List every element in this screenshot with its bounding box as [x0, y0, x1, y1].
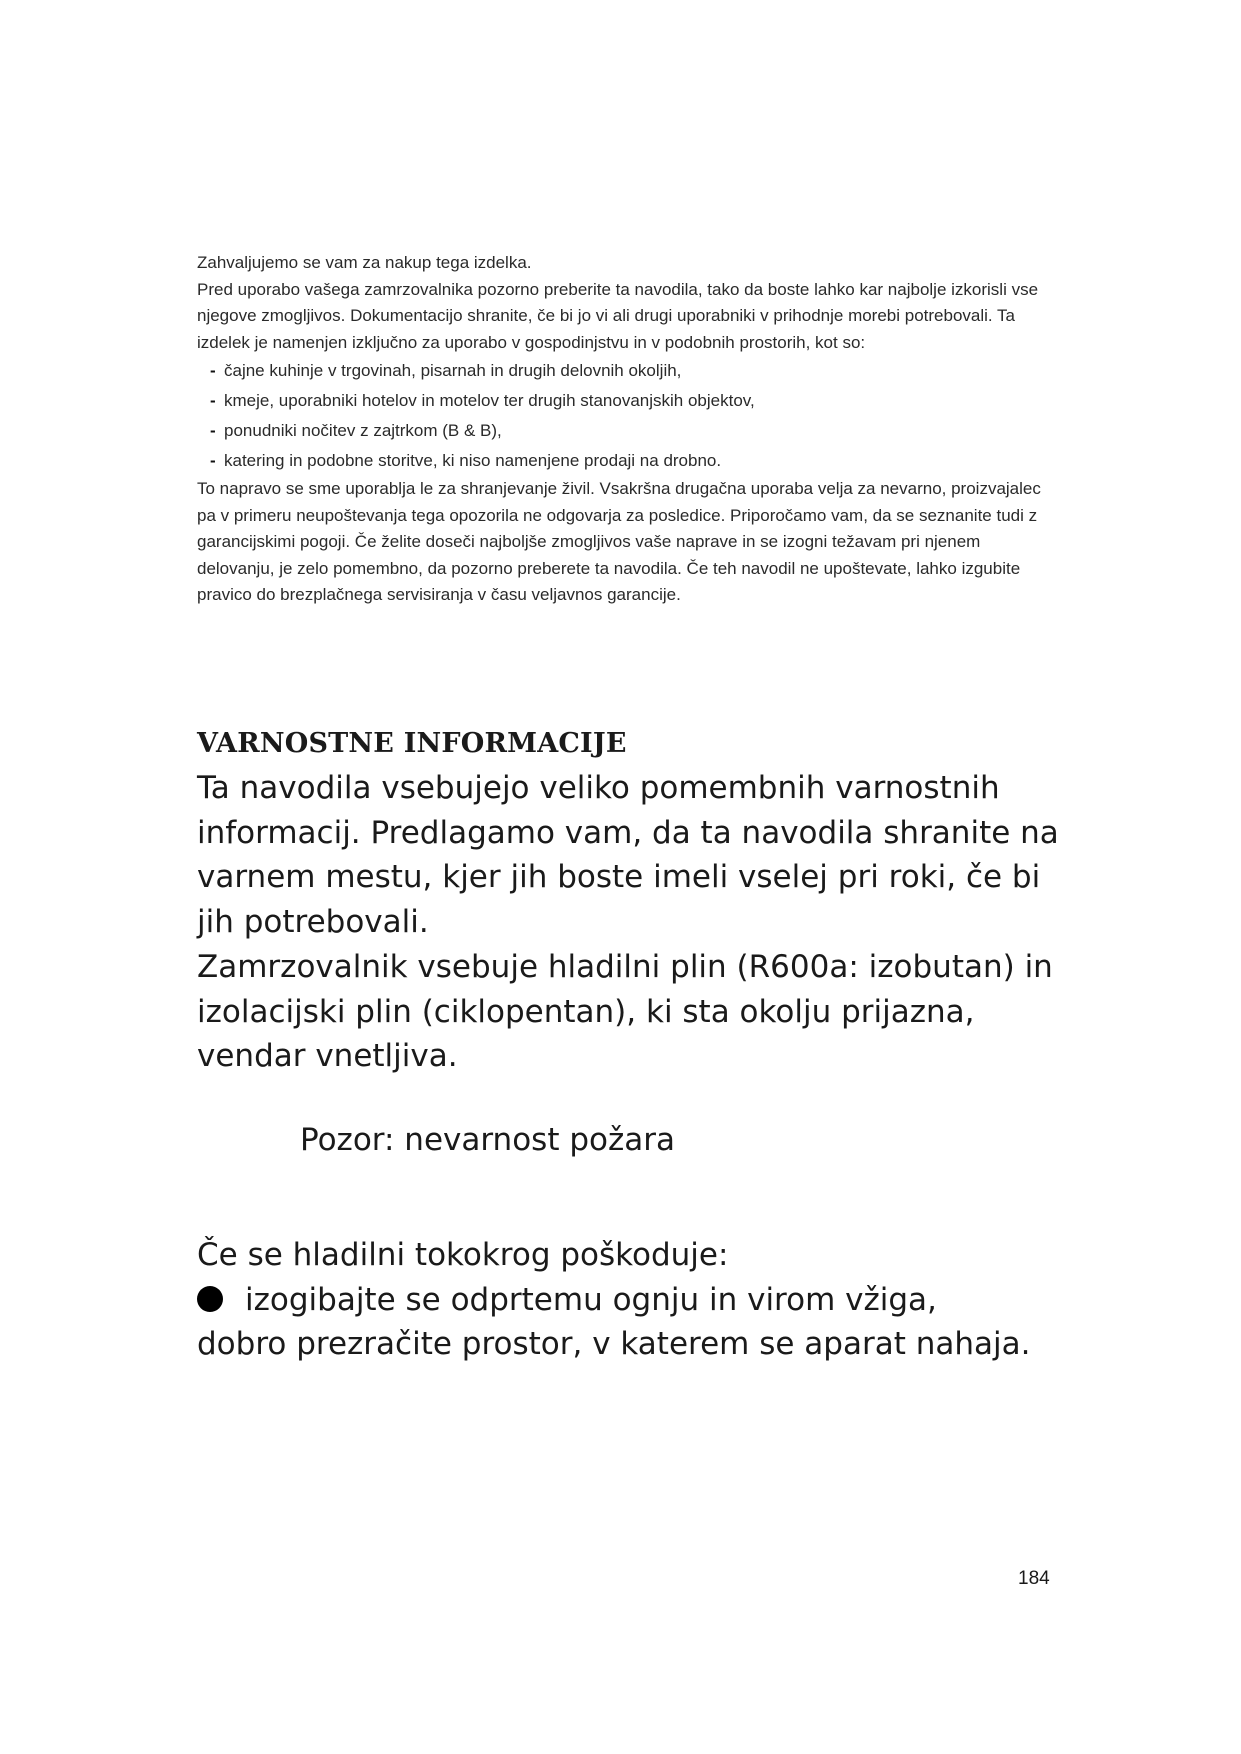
dash-bullet: -: [210, 451, 216, 470]
list-item: - ponudniki nočitev z zajtrkom (B & B),: [210, 416, 1047, 446]
dash-bullet: -: [210, 391, 216, 410]
bullet-item: izogibajte se odprtemu ognju in virom vžiga,: [197, 1278, 1077, 1323]
intro-thanks: Zahvaljujemo se vam za nakup tega izdelka.: [197, 253, 532, 272]
section-heading: VARNOSTNE INFORMACIJE: [197, 728, 627, 759]
dash-bullet: -: [210, 421, 216, 440]
dash-bullet: -: [210, 361, 216, 380]
list-item: - čajne kuhinje v trgovinah, pisarnah in drugih delovnih okoljih,: [210, 356, 1047, 386]
intro-closing: To napravo se sme uporablja le za shranjevanje živil. Vsakršna drugačna uporaba velja za nevarno, proizvajalec pa v primeru neupoštevanja tega opozorila ne odgovarja za posledice. Priporočamo vam, da se seznanite tudi z garancijskimi pogoji. Če želite doseči najboljše zmogljivos vaše naprave in se izogni težavam pri njenem delovanju, je zelo pomembno, da pozorno preberete ta navodila. Če teh navodil ne upoštevate, lahko izgubite pravico do brezplačnega servisiranja v času veljavnos garancije.: [197, 479, 1041, 604]
ventilate-instruction: dobro prezračite prostor, v katerem se aparat nahaja.: [197, 1326, 1031, 1362]
damage-intro: Če se hladilni tokokrog poškoduje:: [197, 1237, 729, 1273]
fire-warning: Pozor: nevarnost požara: [300, 1122, 675, 1158]
page-number: 184: [1018, 1568, 1050, 1589]
intro-section: [197, 250, 1047, 609]
safety-paragraph-1: Ta navodila vsebujejo veliko pomembnih varnostnih informacij. Predlagamo vam, da ta navodila shranite na varnem mestu, kjer jih boste imeli vselej pri roki, če bi jih potrebovali.: [197, 770, 1059, 940]
list-item: - katering in podobne storitve, ki niso namenjene prodaji na drobno.: [210, 446, 1047, 476]
list-item: - kmeje, uporabniki hotelov in motelov ter drugih stanovanjskih objektov,: [210, 386, 1047, 416]
damage-instructions: [197, 1233, 1077, 1367]
usage-list: [197, 356, 1047, 476]
safety-paragraph-2: Zamrzovalnik vsebuje hladilni plin (R600a: izobutan) in izolacijski plin (ciklopentan), ki sta okolju prijazna, vendar vnetljiva.: [197, 949, 1053, 1074]
intro-paragraph: Pred uporabo vašega zamrzovalnika pozorno preberite ta navodila, tako da boste lahko kar najbolje izkorisli vse njegove zmogljivos. Dokumentacijo shranite, če bi jo vi ali drugi uporabniki v prihodnje morebi potrebovali. Ta izdelek je namenjen izključno za uporabo v gospodinjstvu in v podobnih prostorih, kot so:: [197, 279, 1039, 352]
bullet-dot-icon: [197, 1286, 223, 1312]
